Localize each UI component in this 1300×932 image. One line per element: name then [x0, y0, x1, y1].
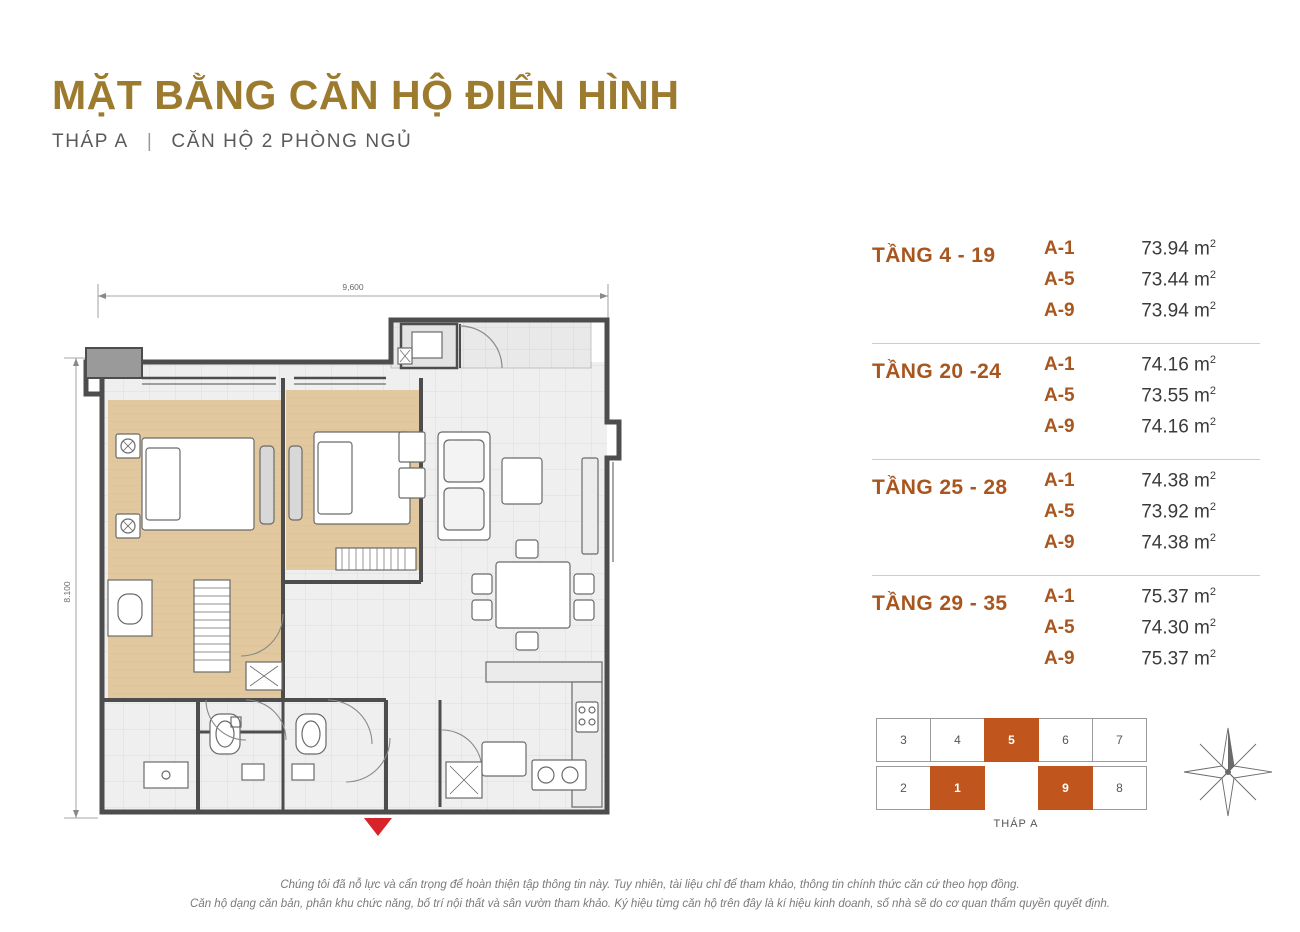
unit-area-value: 73.94 m	[1141, 238, 1210, 260]
unit-code: A-1	[1044, 354, 1075, 376]
subtitle	[52, 131, 679, 153]
unit-area	[1104, 532, 1216, 554]
tier-label: TẦNG 4 - 19	[872, 244, 996, 267]
unit-area	[1104, 300, 1216, 322]
unit-area-superscript: 2	[1209, 617, 1216, 629]
unit-area-value: 74.30 m	[1141, 617, 1210, 639]
unit-row	[1044, 617, 1260, 648]
unit-area	[1104, 617, 1216, 639]
floor-plan	[46, 262, 726, 842]
tier-row	[872, 228, 1260, 344]
key-plan-unit-2[interactable]: 2	[876, 766, 931, 810]
unit-area	[1104, 269, 1216, 291]
tier-row	[872, 460, 1260, 576]
unit-area-superscript: 2	[1209, 300, 1216, 312]
unit-area-superscript: 2	[1209, 532, 1216, 544]
key-plan-unit-6[interactable]: 6	[1038, 718, 1093, 762]
tower-label: THÁP A	[52, 131, 129, 153]
unit-row	[1044, 501, 1260, 532]
tier-row	[872, 344, 1260, 460]
key-plan-unit-4[interactable]: 4	[930, 718, 985, 762]
unit-area-value: 73.92 m	[1141, 501, 1210, 523]
unit-row	[1044, 238, 1260, 269]
tier-units	[1044, 354, 1260, 447]
tier-label: TẦNG 29 - 35	[872, 592, 1008, 615]
compass-icon	[1178, 722, 1278, 822]
key-plan-bottom-row	[876, 766, 1156, 810]
unit-row	[1044, 385, 1260, 416]
unit-row	[1044, 300, 1260, 331]
unit-row	[1044, 354, 1260, 385]
tier-units	[1044, 238, 1260, 331]
unit-area-superscript: 2	[1209, 648, 1216, 660]
unit-area-value: 73.94 m	[1141, 300, 1210, 322]
unit-area-value: 75.37 m	[1141, 648, 1210, 670]
unit-row	[1044, 586, 1260, 617]
key-plan-top-row	[876, 718, 1156, 762]
unit-area-superscript: 2	[1209, 470, 1216, 482]
unit-area-superscript: 2	[1209, 416, 1216, 428]
unit-row	[1044, 470, 1260, 501]
disclaimer-line-2: Căn hộ dạng căn bản, phân khu chức năng, bố trí nội thất và sân vườn tham khảo. Ký hiệu từng căn hộ trên đây là kí hiệu kinh doanh, số nhà sẽ do cơ quan thẩm quyền quyết định.	[190, 897, 1110, 910]
dimension-left-label: 8.100	[62, 581, 72, 603]
key-plan-gap	[984, 766, 1039, 810]
entrance-marker	[364, 818, 392, 836]
tier-units	[1044, 470, 1260, 563]
unit-row	[1044, 532, 1260, 563]
unit-row	[1044, 416, 1260, 447]
unit-area-value: 74.16 m	[1141, 354, 1210, 376]
dimension-top-label: 9,600	[342, 282, 364, 292]
unit-area	[1104, 416, 1216, 438]
unit-code: A-1	[1044, 470, 1075, 492]
unit-code: A-9	[1044, 532, 1075, 554]
unit-area-superscript: 2	[1209, 586, 1216, 598]
unit-type-label: CĂN HỘ 2 PHÒNG NGỦ	[171, 131, 413, 153]
unit-code: A-1	[1044, 238, 1075, 260]
unit-area	[1104, 354, 1216, 376]
key-plan-unit-7[interactable]: 7	[1092, 718, 1147, 762]
unit-code: A-1	[1044, 586, 1075, 608]
key-plan	[876, 718, 1156, 830]
unit-code: A-9	[1044, 648, 1075, 670]
unit-row	[1044, 648, 1260, 679]
key-plan-unit-3[interactable]: 3	[876, 718, 931, 762]
unit-area	[1104, 501, 1216, 523]
unit-area-value: 73.55 m	[1141, 385, 1210, 407]
area-schedule-table	[872, 228, 1260, 691]
unit-area-superscript: 2	[1209, 385, 1216, 397]
floor-plan-drawing	[46, 262, 726, 842]
unit-code: A-9	[1044, 300, 1075, 322]
unit-area-superscript: 2	[1209, 238, 1216, 250]
unit-area	[1104, 648, 1216, 670]
unit-area-superscript: 2	[1209, 354, 1216, 366]
page-header	[52, 72, 679, 153]
compass-rose	[1178, 722, 1278, 822]
unit-area	[1104, 238, 1216, 260]
disclaimer-line-1: Chúng tôi đã nỗ lực và cẩn trọng để hoàn thiện tập thông tin này. Tuy nhiên, tài liệu chỉ để tham khảo, thông tin chính thức căn cứ theo hợp đồng.	[280, 879, 1020, 891]
unit-code: A-5	[1044, 385, 1075, 407]
unit-area-superscript: 2	[1209, 269, 1216, 281]
key-plan-label: THÁP A	[993, 818, 1039, 830]
tier-row	[872, 576, 1260, 691]
unit-area-value: 75.37 m	[1141, 586, 1210, 608]
unit-area	[1104, 385, 1216, 407]
key-plan-unit-5[interactable]: 5	[984, 718, 1039, 762]
unit-code: A-9	[1044, 416, 1075, 438]
unit-area	[1104, 470, 1216, 492]
unit-area-value: 74.38 m	[1141, 532, 1210, 554]
subtitle-separator: |	[146, 131, 154, 153]
key-plan-unit-1[interactable]: 1	[930, 766, 985, 810]
key-plan-unit-9[interactable]: 9	[1038, 766, 1093, 810]
unit-area-value: 74.16 m	[1141, 416, 1210, 438]
tier-units	[1044, 586, 1260, 679]
page-title: MẶT BẰNG CĂN HỘ ĐIỂN HÌNH	[52, 72, 680, 118]
unit-row	[1044, 269, 1260, 300]
disclaimer	[0, 876, 1300, 914]
unit-code: A-5	[1044, 269, 1075, 291]
unit-code: A-5	[1044, 501, 1075, 523]
unit-area-value: 74.38 m	[1141, 470, 1210, 492]
tier-label: TẦNG 20 -24	[872, 360, 1002, 383]
unit-area-superscript: 2	[1209, 501, 1216, 513]
key-plan-unit-8[interactable]: 8	[1092, 766, 1147, 810]
tier-label: TẦNG 25 - 28	[872, 476, 1008, 499]
unit-area-value: 73.44 m	[1141, 269, 1210, 291]
unit-area	[1104, 586, 1216, 608]
unit-code: A-5	[1044, 617, 1075, 639]
